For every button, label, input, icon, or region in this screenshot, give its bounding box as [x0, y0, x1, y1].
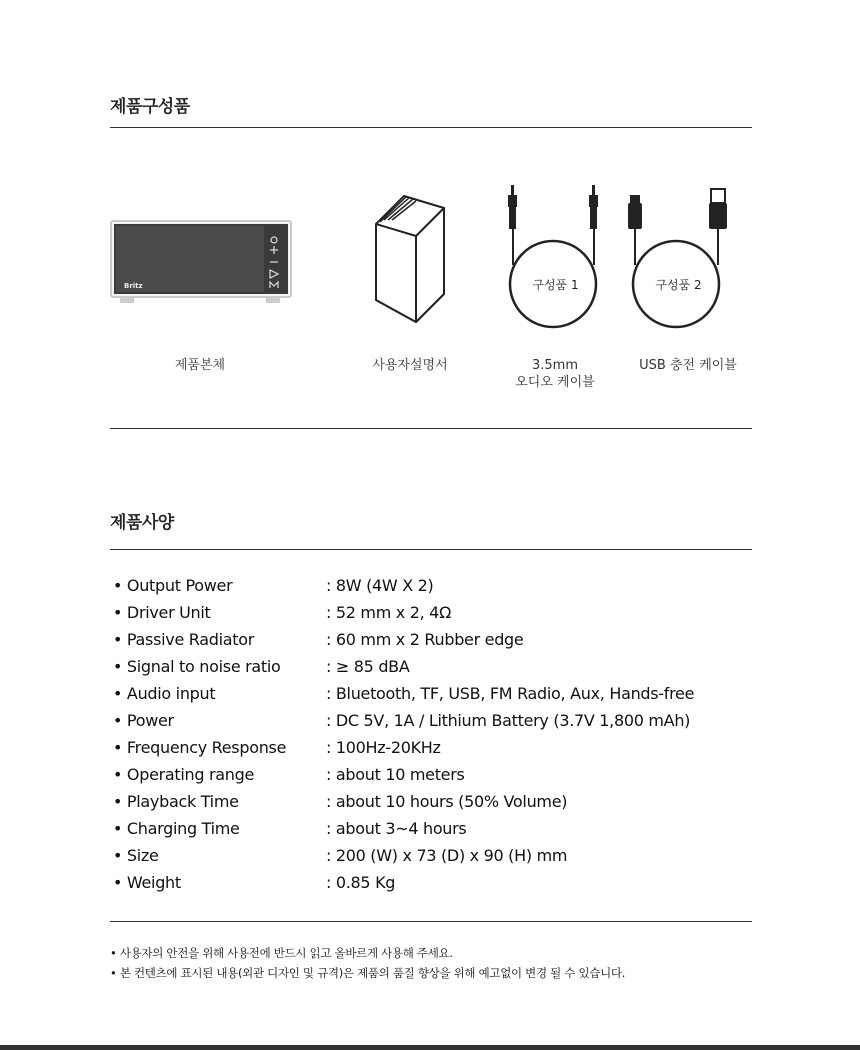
- usb-cable-image: [623, 185, 738, 330]
- spec-label-snr: • Signal to noise ratio: [113, 657, 281, 676]
- spec-label-operating-range: • Operating range: [113, 765, 255, 784]
- spec-label-weight: • Weight: [113, 873, 181, 892]
- spec-value-charging-time: : about 3~4 hours: [326, 819, 467, 838]
- specs-top-rule: [110, 549, 752, 550]
- audio-cable-image: [498, 185, 613, 330]
- caption-speaker: 제품본체: [174, 358, 226, 373]
- page-bottom-bar: [0, 1045, 860, 1050]
- spec-value-output-power: : 8W (4W X 2): [326, 576, 434, 595]
- spec-label-frequency-response: • Frequency Response: [113, 738, 287, 757]
- change-notice-note: • 본 컨텐츠에 표시된 내용(외관 디자인 및 규격)은 제품의 품질 향상을 위해 예고없이 변경 될 수 있습니다.: [110, 966, 626, 980]
- spec-value-driver-unit: : 52 mm x 2, 4Ω: [326, 603, 451, 622]
- spec-value-frequency-response: : 100Hz-20KHz: [326, 738, 441, 757]
- usb-cable-badge: 구성품 2: [655, 278, 702, 292]
- spec-value-snr: : ≥ 85 dBA: [326, 657, 410, 676]
- manual-image: [370, 190, 450, 328]
- caption-manual: 사용자설명서: [372, 358, 448, 373]
- spec-value-power: : DC 5V, 1A / Lithium Battery (3.7V 1,800 mAh): [326, 711, 691, 730]
- spec-value-weight: : 0.85 Kg: [326, 873, 396, 892]
- spec-label-charging-time: • Charging Time: [113, 819, 240, 838]
- audio-cable-badge: 구성품 1: [532, 278, 579, 292]
- speaker-image: [110, 220, 292, 305]
- components-bottom-rule: [110, 428, 752, 429]
- spec-value-playback-time: : about 10 hours (50% Volume): [326, 792, 568, 811]
- spec-value-audio-input: : Bluetooth, TF, USB, FM Radio, Aux, Hands-free: [326, 684, 695, 703]
- spec-value-operating-range: : about 10 meters: [326, 765, 465, 784]
- spec-label-audio-input: • Audio input: [113, 684, 216, 703]
- spec-label-driver-unit: • Driver Unit: [113, 603, 211, 622]
- specs-title: 제품사양: [110, 513, 174, 533]
- speaker-brand-logo: Britz: [124, 282, 143, 290]
- spec-label-output-power: • Output Power: [113, 576, 233, 595]
- spec-label-playback-time: • Playback Time: [113, 792, 239, 811]
- caption-audio-cable-line2: 오디오 케이블: [515, 375, 595, 390]
- spec-label-power: • Power: [113, 711, 174, 730]
- spec-label-size: • Size: [113, 846, 159, 865]
- caption-usb-cable: USB 충전 케이블: [639, 358, 737, 373]
- safety-note: • 사용자의 안전을 위해 사용전에 반드시 읽고 올바르게 사용해 주세요.: [110, 946, 453, 960]
- spec-value-passive-radiator: : 60 mm x 2 Rubber edge: [326, 630, 524, 649]
- spec-value-size: : 200 (W) x 73 (D) x 90 (H) mm: [326, 846, 568, 865]
- components-top-rule: [110, 127, 752, 128]
- caption-audio-cable-line1: 3.5mm: [531, 358, 578, 373]
- specs-bottom-rule: [110, 921, 752, 922]
- components-title: 제품구성품: [110, 97, 190, 117]
- spec-label-passive-radiator: • Passive Radiator: [113, 630, 254, 649]
